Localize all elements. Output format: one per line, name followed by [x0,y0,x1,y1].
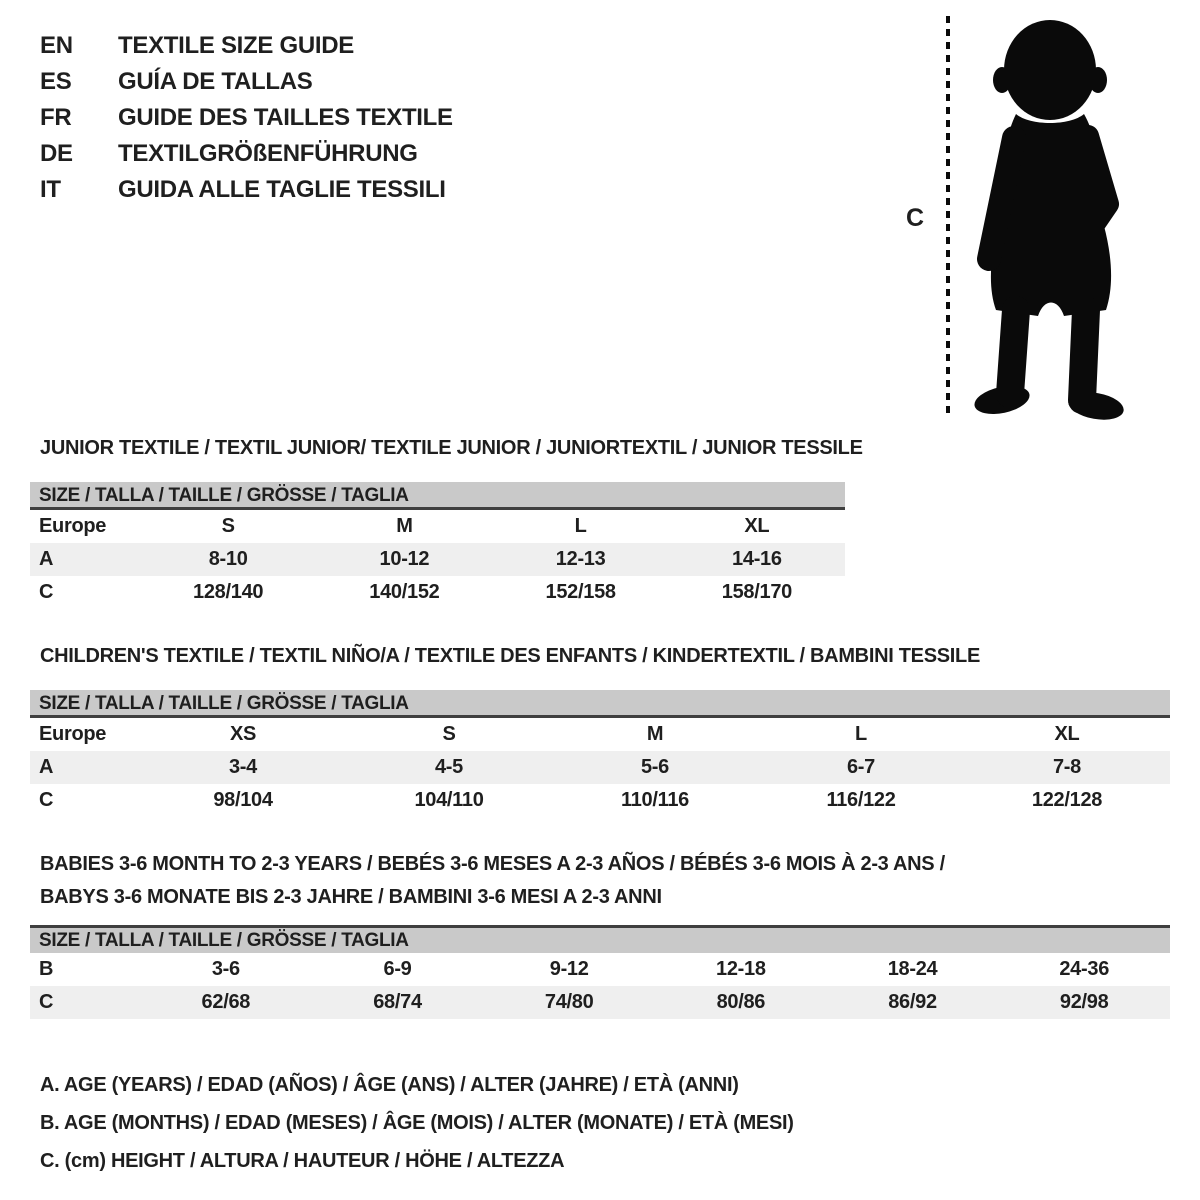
size-cell: M [646,723,664,745]
size-cell: 152/158 [545,581,616,603]
size-cell: M [396,515,413,537]
table-row [30,784,1170,817]
language-row [40,172,453,208]
language-code: EN [40,32,73,59]
size-cell: 14-16 [732,548,782,570]
table-row [30,510,845,543]
size-cell: 18-24 [887,958,938,980]
size-table [30,690,1170,817]
height-measure-dashed-line [946,16,950,416]
toddler-silhouette-image [958,14,1144,422]
language-row [40,100,453,136]
size-cell: 9-12 [549,958,589,980]
language-title-list [40,28,453,208]
size-cell: 110/116 [621,789,689,811]
size-cell: S [442,723,456,745]
size-cell: 24-36 [1059,958,1110,980]
table-row [30,986,1170,1019]
size-cell: 7-8 [1052,756,1081,778]
size-cell: 104/110 [414,789,484,811]
table-row [30,576,845,609]
section-title: JUNIOR TEXTILE / TEXTIL JUNIOR/ TEXTILE JUNIOR / JUNIORTEXTIL / JUNIOR TESSILE [40,437,863,459]
row-label: C [39,581,54,603]
size-cell: XS [229,723,257,745]
section-title: BABIES 3-6 MONTH TO 2-3 YEARS / BEBÉS 3-6 MESES A 2-3 AÑOS / BÉBÉS 3-6 MOIS À 2-3 ANS / [40,853,945,875]
row-label: Europe [39,723,107,745]
row-label: Europe [39,515,107,537]
size-cell: 6-9 [383,958,412,980]
language-code: IT [40,176,61,203]
size-cell: XL [1054,723,1080,745]
size-cell: L [855,723,867,745]
size-cell: 8-10 [208,548,248,570]
table-row [30,953,1170,986]
size-header-bar: SIZE / TALLA / TAILLE / GRÖSSE / TAGLIA [30,925,1170,953]
size-cell: 140/152 [369,581,440,603]
legend-line: C. (cm) HEIGHT / ALTURA / HAUTEUR / HÖHE / ALTEZZA [40,1150,565,1172]
row-label: A [39,756,54,778]
size-cell: 98/104 [213,789,273,811]
row-label: A [39,548,54,570]
size-cell: 128/140 [193,581,264,603]
legend-line: A. AGE (YEARS) / EDAD (AÑOS) / ÂGE (ANS) / ALTER (JAHRE) / ETÀ (ANNI) [40,1074,739,1096]
size-cell: 68/74 [373,991,422,1013]
size-cell: 158/170 [721,581,792,603]
table-row [30,718,1170,751]
section-title: BABYS 3-6 MONATE BIS 2-3 JAHRE / BAMBINI 3-6 MESI A 2-3 ANNI [40,886,662,908]
table-row [30,751,1170,784]
size-cell: 6-7 [846,756,875,778]
size-table [30,482,845,609]
measurement-legend [40,1066,794,1180]
height-measure-label: C [906,204,924,232]
language-code: FR [40,104,72,131]
size-cell: 74/80 [544,991,594,1013]
language-row [40,136,453,172]
row-label: C [39,991,54,1013]
section-title: CHILDREN'S TEXTILE / TEXTIL NIÑO/A / TEXTILE DES ENFANTS / KINDERTEXTIL / BAMBINI TESSILE [40,645,980,667]
size-cell: 10-12 [379,548,430,570]
size-cell: 92/98 [1059,991,1109,1013]
size-cell: 3-6 [211,958,240,980]
language-code: DE [40,140,73,167]
size-cell: L [574,515,587,537]
size-cell: 62/68 [201,991,251,1013]
size-cell: 86/92 [888,991,937,1013]
size-table [30,925,1170,1019]
size-cell: 80/86 [716,991,766,1013]
language-row [40,28,453,64]
size-header-bar: SIZE / TALLA / TAILLE / GRÖSSE / TAGLIA [30,482,845,510]
size-cell: 12-18 [716,958,766,980]
guide-title: GUIDA ALLE TAGLIE TESSILI [118,176,446,203]
legend-line: B. AGE (MONTHS) / EDAD (MESES) / ÂGE (MOIS) / ALTER (MONATE) / ETÀ (MESI) [40,1112,794,1134]
row-label: C [39,789,54,811]
size-cell: 116/122 [826,789,896,811]
size-header-bar: SIZE / TALLA / TAILLE / GRÖSSE / TAGLIA [30,690,1170,718]
guide-title: GUIDE DES TAILLES TEXTILE [118,104,453,131]
size-cell: S [221,515,235,537]
size-cell: 4-5 [434,756,463,778]
size-cell: 3-4 [228,756,257,778]
row-label: B [39,958,54,980]
table-row [30,543,845,576]
size-cell: 12-13 [555,548,606,570]
guide-title: TEXTILGRÖßENFÜHRUNG [118,140,418,167]
guide-title: TEXTILE SIZE GUIDE [118,32,354,59]
language-row [40,64,453,100]
size-cell: XL [744,515,770,537]
size-cell: 5-6 [640,756,669,778]
size-cell: 122/128 [1031,789,1103,811]
language-code: ES [40,68,72,95]
guide-title: GUÍA DE TALLAS [118,68,313,95]
